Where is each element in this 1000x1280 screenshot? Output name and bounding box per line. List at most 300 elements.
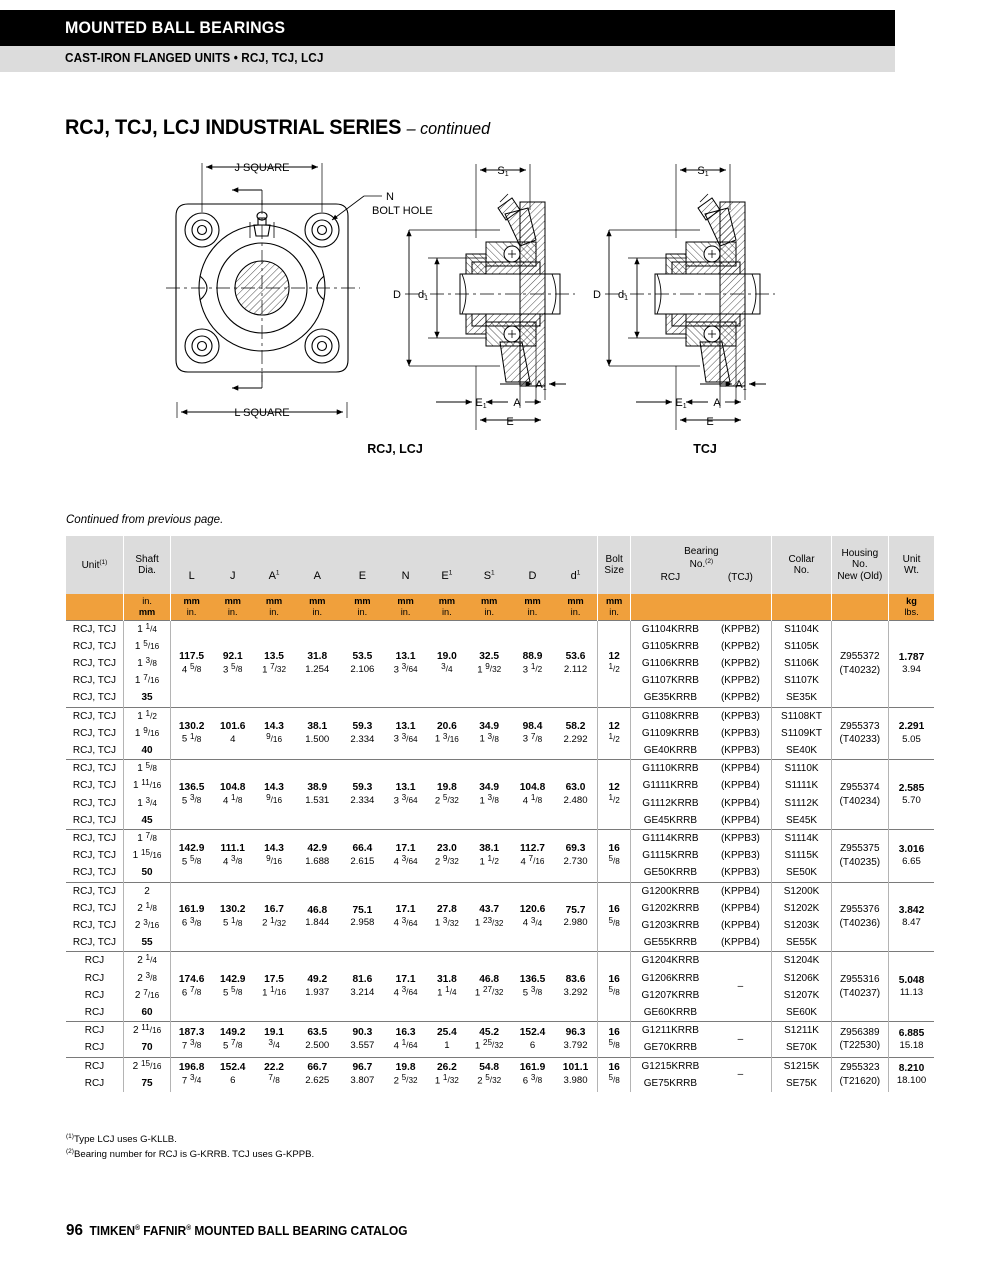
housing-new: Z955373 [840, 720, 880, 732]
housing-new: Z955374 [840, 782, 880, 794]
cell-bearing-rcj: G1211KRRB [631, 1022, 710, 1040]
cell-dim-S1: 43.7 1 $^{23}/_{32}$ [474, 904, 504, 929]
cell-dim-E: 90.3 3.557 [350, 1027, 375, 1051]
cell-dim-D: 112.7 4 $^7/_{16}$ [520, 843, 545, 868]
cell-unit: RCJ, TCJ [66, 812, 123, 830]
cell-collar-no: S1106K [772, 655, 831, 672]
cell-shaft-dia: 2 $^{11}/_{16}$ [123, 1022, 170, 1040]
cell-bearing-rcj: GE60KRRB [631, 1004, 710, 1022]
table-row [66, 707, 934, 725]
cell-unit-weight: 3.842 8.47 [889, 882, 935, 952]
th-dim-L: L [171, 536, 212, 594]
housing-old: (T40233) [839, 734, 881, 746]
cell-dim-d1: 96.3 3.792 [563, 1027, 588, 1051]
th-unit-wt: Unit Wt. [889, 536, 935, 594]
cell-collar-no: S1108KT [772, 707, 831, 725]
th-units-wt: kg lbs. [889, 594, 935, 620]
cell-unit: RCJ [66, 1022, 123, 1040]
cell-dim-N: 17.1 4 $^3/_{64}$ [393, 904, 418, 929]
cell-bearing-rcj: GE75KRRB [631, 1075, 710, 1092]
cell-bearing-rcj: GE35KRRB [631, 689, 710, 707]
cell-shaft-dia: 50 [123, 864, 170, 882]
cell-collar-no: S1110K [772, 760, 831, 778]
cell-collar-no: S1200K [772, 882, 831, 900]
table-head [66, 536, 934, 620]
cell-shaft-dia: 2 $^1/_4$ [123, 952, 170, 970]
cell-bearing-rcj: G1107KRRB [631, 672, 710, 689]
th-units-bearing [631, 594, 772, 620]
cell-dim-E: 75.1 2.958 [350, 904, 375, 929]
cell-dim-d1: 83.6 3.292 [563, 974, 588, 999]
cell-bearing-rcj: GE45KRRB [631, 812, 710, 830]
cell-shaft-dia: 1 $^5/_8$ [123, 760, 170, 778]
cell-dim-E: 66.4 2.615 [350, 843, 375, 868]
cell-unit-weight: 6.885 15.18 [889, 1022, 935, 1057]
cell-dim-E1: 19.8 2 $^5/_{32}$ [434, 781, 459, 807]
cell-dim-J: 142.9 5 $^5/_8$ [219, 974, 246, 999]
cell-dim-S1: 46.8 1 $^{27}/_{32}$ [474, 974, 504, 999]
cell-dim-S1: 45.2 1 $^{25}/_{32}$ [474, 1026, 504, 1051]
cell-dim-N: 19.8 2 $^5/_{32}$ [393, 1062, 418, 1087]
cell-bearing-tcj: (KPPB3) [720, 710, 760, 722]
cell-unit: RCJ, TCJ [66, 638, 123, 655]
cell-collar-no: S1206K [772, 970, 831, 987]
cell-bearing-rcj: G1106KRRB [631, 655, 710, 672]
cell-dim-E1: 27.8 1 $^3/_{32}$ [434, 904, 459, 929]
reg-mark-2: ® [186, 1224, 192, 1232]
cell-dim-A: 66.7 2.625 [305, 1062, 330, 1087]
housing-old: (T40235) [839, 856, 881, 868]
label-a1-right: A1 [735, 379, 747, 392]
cell-dim-A1: 22.2 $^7/_8$ [264, 1062, 284, 1086]
th-dim-E1: $E^1$ [426, 536, 467, 594]
cell-dim-J: 92.1 3 $^5/_8$ [222, 650, 243, 676]
header-sub-title: CAST-IRON FLANGED UNITS • RCJ, TCJ, LCJ [65, 51, 324, 65]
cell-bearing-tcj: (KPPB4) [720, 937, 760, 949]
th-units-S1: mm in. [468, 594, 511, 620]
table-row [66, 952, 934, 970]
cell-collar-no: S1112K [772, 795, 831, 812]
cell-dim-A1: 16.7 2 $^1/_{32}$ [262, 904, 287, 929]
label-a-right: A [713, 397, 721, 409]
cell-housing-no [831, 620, 888, 707]
cell-unit: RCJ [66, 952, 123, 970]
th-bolt-size: Bolt Size [597, 536, 630, 594]
cell-bearing-rcj: G1110KRRB [631, 760, 710, 778]
th-units-D: mm in. [511, 594, 554, 620]
table-row [66, 620, 934, 638]
cell-dim-J: 111.1 4 $^3/_8$ [220, 843, 245, 868]
cell-dim-L: 187.3 7 $^3/_8$ [171, 1022, 212, 1057]
cell-dim-d1: 75.7 2.980 [563, 904, 588, 929]
cell-unit-weight: 8.210 18.100 [889, 1057, 935, 1092]
cell-dim-E1: 25.4 1 [436, 1027, 457, 1051]
cell-dim-E1: 26.2 1 $^1/_{32}$ [434, 1062, 459, 1087]
rcj-lcj-section-view [405, 164, 575, 430]
tcj-section-view [605, 164, 775, 430]
label-a1-left: A1 [535, 379, 547, 392]
footer-brand-fafnir: FAFNIR [143, 1224, 187, 1238]
th-bearing-tcj: (TCJ) [727, 572, 753, 584]
cell-dim-S1: 32.5 1 $^9/_{32}$ [477, 650, 502, 676]
cell-dim-A: 46.8 1.844 [305, 904, 330, 929]
cell-unit: RCJ, TCJ [66, 689, 123, 707]
housing-new: Z955372 [840, 651, 880, 662]
th-dim-J: J [212, 536, 253, 594]
th-units-E1: mm in. [426, 594, 467, 620]
cell-bearing-tcj: (KPPB4) [720, 780, 760, 792]
cell-dim-A1: 14.3 $^9/_{16}$ [264, 720, 284, 744]
reg-mark-1: ® [135, 1224, 140, 1232]
cell-unit: RCJ, TCJ [66, 934, 123, 952]
table-row [66, 1022, 934, 1040]
cell-unit: RCJ, TCJ [66, 760, 123, 778]
label-e1-left: E1 [475, 397, 487, 410]
cell-bearing-tcj: – [737, 981, 744, 993]
cell-bearing-tcj: (KPPB2) [720, 623, 760, 635]
cell-unit: RCJ, TCJ [66, 864, 123, 882]
label-e-left: E [506, 416, 514, 428]
label-e1-right: E1 [675, 397, 687, 410]
footnotes [66, 1132, 314, 1162]
cell-unit: RCJ, TCJ [66, 725, 123, 742]
cell-bearing-rcj: G1204KRRB [631, 952, 710, 970]
th-units-N: mm in. [385, 594, 426, 620]
cell-dim-d1: 63.0 2.480 [563, 782, 588, 806]
cell-shaft-dia: 1 $^3/_4$ [123, 795, 170, 812]
cell-bearing-tcj: (KPPB4) [720, 763, 760, 775]
cell-collar-no: SE75K [772, 1075, 831, 1092]
cell-bearing-rcj: GE70KRRB [631, 1039, 710, 1057]
th-dim-d1: $d^1$ [554, 536, 597, 594]
specifications-table [66, 536, 934, 1092]
cell-bolt-size: 16 $^5/_8$ [597, 1057, 630, 1092]
cell-bearing-rcj: GE40KRRB [631, 742, 710, 760]
cell-bolt-size: 12 $^1/_2$ [597, 707, 630, 760]
th-units-bolt: mm in. [597, 594, 630, 620]
th-dim-E: E [340, 536, 385, 594]
cell-dim-N: 13.1 3 $^3/_{64}$ [393, 781, 418, 807]
cell-dim-D: 120.6 4 $^3/_4$ [519, 904, 546, 929]
th-units-L: mm in. [171, 594, 212, 620]
flange-front-view [166, 163, 382, 418]
cell-dim-S1: 54.8 2 $^5/_{32}$ [477, 1062, 502, 1087]
cell-dim-A1: 13.5 1 $^7/_{32}$ [262, 650, 287, 676]
label-a-left: A [513, 397, 521, 409]
cell-unit: RCJ, TCJ [66, 707, 123, 725]
cell-dim-D: 161.9 6 $^3/_8$ [519, 1062, 546, 1087]
table-row [66, 760, 934, 778]
cell-housing-no [831, 1057, 888, 1092]
cell-dim-D: 104.8 4 $^1/_8$ [519, 781, 546, 807]
cell-dim-E1: 19.0 $^3/_4$ [436, 650, 457, 675]
cell-housing-no [831, 882, 888, 952]
cell-bearing-rcj: G1111KRRB [631, 777, 710, 794]
cell-collar-no: SE60K [772, 1004, 831, 1022]
cell-bearing-tcj: (KPPB4) [720, 885, 760, 897]
cell-dim-D: 98.4 3 $^7/_8$ [522, 720, 543, 745]
cell-housing-no [831, 707, 888, 760]
housing-old: (T40237) [839, 987, 881, 999]
th-dim-N: N [385, 536, 426, 594]
cell-bearing-tcj: (KPPB3) [720, 727, 760, 739]
cell-dim-A: 42.9 1.688 [305, 843, 330, 868]
cell-dim-L: 142.9 5 $^5/_8$ [171, 829, 212, 882]
cell-dim-N: 13.1 3 $^3/_{64}$ [393, 720, 418, 745]
cell-unit-weight: 3.016 6.65 [889, 829, 935, 882]
housing-old: (T40232) [839, 664, 881, 676]
cell-unit: RCJ, TCJ [66, 620, 123, 638]
cell-bearing-rcj: GE50KRRB [631, 864, 710, 882]
cell-collar-no: S1211K [772, 1022, 831, 1040]
cell-dim-N: 16.3 4 $^1/_{64}$ [393, 1026, 418, 1051]
th-units-A: mm in. [295, 594, 340, 620]
th-dim-D: D [511, 536, 554, 594]
label-d-right: D [593, 289, 601, 301]
cell-shaft-dia: 1 $^{11}/_{16}$ [123, 777, 170, 794]
cell-housing-no [831, 829, 888, 882]
cell-dim-E: 53.5 2.106 [350, 651, 375, 675]
cell-dim-S1: 34.9 1 $^3/_8$ [479, 720, 500, 745]
cell-dim-A1: 14.3 $^9/_{16}$ [264, 843, 284, 867]
cell-bearing-rcj: GE55KRRB [631, 934, 710, 952]
cell-unit-weight: 5.048 11.13 [889, 952, 935, 1022]
header-main-title: MOUNTED BALL BEARINGS [65, 18, 286, 37]
cell-unit: RCJ [66, 1004, 123, 1022]
cell-bolt-size: 12 $^1/_2$ [597, 620, 630, 707]
cell-collar-no: S1114K [772, 829, 831, 847]
cell-collar-no: S1115K [772, 847, 831, 864]
cell-dim-A1: 17.5 1 $^1/_{16}$ [262, 974, 287, 999]
cell-shaft-dia: 55 [123, 934, 170, 952]
cell-unit: RCJ, TCJ [66, 672, 123, 689]
figure-caption-rcj-lcj: RCJ, LCJ [367, 442, 423, 456]
cell-dim-D: 136.5 5 $^3/_8$ [519, 974, 546, 999]
cell-bolt-size: 16 $^5/_8$ [597, 952, 630, 1022]
housing-new: Z955376 [840, 904, 880, 916]
cell-housing-no [831, 760, 888, 830]
cell-dim-A: 63.5 2.500 [305, 1027, 330, 1051]
cell-bearing-rcj: G1206KRRB [631, 970, 710, 987]
cell-bearing-tcj: (KPPB3) [720, 867, 760, 879]
cell-unit: RCJ [66, 1075, 123, 1092]
cell-dim-d1: 53.6 2.112 [563, 651, 588, 675]
housing-new: Z955375 [840, 843, 880, 855]
cell-bearing-rcj: G1215KRRB [631, 1057, 710, 1075]
cell-bolt-size: 16 $^5/_8$ [597, 882, 630, 952]
cell-dim-J: 130.2 5 $^1/_8$ [219, 904, 246, 929]
page-title-text: RCJ, TCJ, LCJ INDUSTRIAL SERIES [65, 116, 402, 139]
th-dim-A: A [295, 536, 340, 594]
th-units-shaft: in. mm [123, 594, 170, 620]
housing-new: Z955316 [840, 974, 880, 986]
cell-bearing-rcj: G1202KRRB [631, 900, 710, 917]
cell-shaft-dia: 1 $^{15}/_{16}$ [123, 847, 170, 864]
cell-shaft-dia: 1 $^7/_{16}$ [123, 672, 170, 689]
cell-dim-N: 17.1 4 $^3/_{64}$ [393, 974, 418, 999]
header-black-bar [0, 10, 895, 46]
cell-unit: RCJ [66, 1057, 123, 1075]
cell-bearing-tcj: (KPPB4) [720, 902, 760, 914]
label-e-right: E [706, 416, 714, 428]
cell-unit: RCJ, TCJ [66, 882, 123, 900]
cell-unit: RCJ, TCJ [66, 847, 123, 864]
th-dim-A1: $A^1$ [253, 536, 294, 594]
cell-bearing-tcj: (KPPB4) [720, 814, 760, 826]
th-bearing-no: Bearing No.$^{(2)}$ RCJ (TCJ) [631, 536, 772, 594]
cell-dim-E: 59.3 2.334 [350, 782, 375, 806]
table-header-row-labels [66, 536, 934, 594]
cell-shaft-dia: 1 $^1/_4$ [123, 620, 170, 638]
cell-collar-no: S1203K [772, 917, 831, 934]
cell-dim-D: 152.4 6 [519, 1027, 546, 1051]
label-d-left: D [393, 289, 401, 301]
cell-dim-d1: 69.3 2.730 [563, 843, 588, 868]
cell-bolt-size: 12 $^1/_2$ [597, 760, 630, 830]
footer-rest: MOUNTED BALL BEARING CATALOG [191, 1224, 408, 1238]
cell-dim-L: 196.8 7 $^3/_4$ [171, 1057, 212, 1092]
cell-dim-D: 88.9 3 $^1/_2$ [522, 650, 543, 676]
cell-dim-L: 136.5 5 $^3/_8$ [171, 760, 212, 830]
label-n: N [386, 191, 394, 203]
cell-dim-J: 149.2 5 $^7/_8$ [219, 1026, 246, 1051]
th-collar-no: Collar No. [772, 536, 831, 594]
footnote-2-text: Bearing number for RCJ is G-KRRB. TCJ uses G-KPPB. [73, 1149, 315, 1161]
header-gray-bar [0, 46, 895, 72]
cell-housing-no [831, 1022, 888, 1057]
page-title-continued: – continued [406, 119, 491, 138]
page-footer [66, 1222, 407, 1240]
cell-collar-no: SE40K [772, 742, 831, 760]
cell-shaft-dia: 2 [123, 882, 170, 900]
cell-bearing-rcj: G1115KRRB [631, 847, 710, 864]
housing-old: (T40234) [839, 795, 881, 807]
label-bolt-hole: BOLT HOLE [372, 205, 433, 217]
cell-bearing-rcj: G1114KRRB [631, 829, 710, 847]
cell-bearing-tcj: (KPPB2) [720, 657, 760, 669]
cell-collar-no: SE70K [772, 1039, 831, 1057]
th-units-d1: mm in. [554, 594, 597, 620]
cell-dim-A: 38.1 1.500 [305, 720, 330, 745]
cell-bearing-tcj: – [737, 1069, 744, 1081]
cell-unit: RCJ [66, 1039, 123, 1057]
cell-dim-J: 101.6 4 [219, 720, 246, 745]
cell-dim-S1: 34.9 1 $^3/_8$ [479, 781, 500, 807]
footer-brand-timken: TIMKEN [89, 1224, 136, 1238]
cell-dim-N: 17.1 4 $^3/_{64}$ [393, 843, 418, 868]
cell-dim-L: 161.9 6 $^3/_8$ [171, 882, 212, 952]
cell-dim-A1: 14.3 $^9/_{16}$ [264, 781, 284, 806]
footnote-2 [66, 1147, 314, 1162]
cell-bearing-tcj: (KPPB3) [720, 850, 760, 862]
cell-shaft-dia: 75 [123, 1075, 170, 1092]
cell-shaft-dia: 70 [123, 1039, 170, 1057]
table-row [66, 1057, 934, 1075]
cell-bearing-tcj: (KPPB4) [720, 919, 760, 931]
cell-dim-E: 96.7 3.807 [350, 1062, 375, 1087]
cell-collar-no: S1104K [772, 620, 831, 638]
cell-unit: RCJ, TCJ [66, 795, 123, 812]
cell-shaft-dia: 2 $^7/_{16}$ [123, 987, 170, 1004]
cell-shaft-dia: 2 $^1/_8$ [123, 900, 170, 917]
th-units-J: mm in. [212, 594, 253, 620]
cell-bearing-rcj: G1109KRRB [631, 725, 710, 742]
cell-dim-A: 49.2 1.937 [305, 974, 330, 999]
cell-dim-A: 38.9 1.531 [305, 782, 330, 806]
housing-old: (T22530) [839, 1040, 881, 1052]
footnote-1-marker: (1) [66, 1133, 74, 1140]
th-units-E: mm in. [340, 594, 385, 620]
cell-collar-no: SE50K [772, 864, 831, 882]
cell-shaft-dia: 40 [123, 742, 170, 760]
footnote-1-text: Type LCJ uses G-KLLB. [73, 1134, 177, 1146]
cell-unit-weight: 2.291 5.05 [889, 707, 935, 760]
cell-dim-L: 117.5 4 $^5/_8$ [171, 620, 212, 707]
cell-bearing-rcj: G1104KRRB [631, 620, 710, 638]
technical-drawings [0, 150, 1000, 450]
th-unit: Unit$^{(1)}$ [66, 536, 123, 594]
cell-unit: RCJ [66, 987, 123, 1004]
cell-dim-J: 152.4 6 [219, 1062, 246, 1087]
cell-bearing-tcj: (KPPB2) [720, 692, 760, 704]
cell-unit: RCJ, TCJ [66, 829, 123, 847]
cell-dim-d1: 101.1 3.980 [562, 1062, 589, 1087]
cell-dim-J: 104.8 4 $^1/_8$ [219, 781, 246, 807]
figure-caption-tcj: TCJ [693, 442, 717, 456]
label-l-square: L SQUARE [234, 407, 290, 419]
cell-dim-d1: 58.2 2.292 [563, 720, 588, 745]
cell-collar-no: S1202K [772, 900, 831, 917]
cell-unit: RCJ, TCJ [66, 917, 123, 934]
cell-shaft-dia: 1 $^3/_8$ [123, 655, 170, 672]
cell-collar-no: S1111K [772, 777, 831, 794]
table-header-row-units [66, 594, 934, 620]
cell-unit: RCJ, TCJ [66, 900, 123, 917]
page-number: 96 [66, 1222, 83, 1239]
cell-dim-S1: 38.1 1 $^1/_2$ [479, 843, 500, 868]
cell-bearing-rcj: G1112KRRB [631, 795, 710, 812]
cell-dim-A1: 19.1 $^3/_4$ [264, 1026, 284, 1050]
cell-shaft-dia: 2 $^3/_{16}$ [123, 917, 170, 934]
cell-unit: RCJ, TCJ [66, 742, 123, 760]
label-s1-left: S1 [497, 165, 509, 178]
cell-dim-L: 130.2 5 $^1/_8$ [171, 707, 212, 760]
cell-bearing-rcj: G1200KRRB [631, 882, 710, 900]
cell-collar-no: S1215K [772, 1057, 831, 1075]
th-units-A1: mm in. [253, 594, 294, 620]
housing-new: Z955323 [840, 1062, 880, 1074]
housing-new: Z956389 [840, 1026, 880, 1038]
cell-dim-N: 13.1 3 $^3/_{64}$ [393, 650, 418, 676]
cell-bearing-rcj: G1108KRRB [631, 707, 710, 725]
table-row [66, 882, 934, 900]
cell-bearing-rcj: G1105KRRB [631, 638, 710, 655]
page-title [65, 116, 490, 140]
cell-bearing-rcj: G1207KRRB [631, 987, 710, 1004]
cell-dim-A: 31.8 1.254 [305, 651, 330, 675]
cell-shaft-dia: 60 [123, 1004, 170, 1022]
cell-dim-E: 59.3 2.334 [350, 720, 375, 745]
cell-shaft-dia: 1 $^7/_8$ [123, 829, 170, 847]
cell-collar-no: SE45K [772, 812, 831, 830]
th-units-collar [772, 594, 831, 620]
label-j-square: J SQUARE [234, 162, 290, 174]
housing-old: (T40236) [839, 917, 881, 929]
cell-collar-no: S1105K [772, 638, 831, 655]
cell-unit: RCJ, TCJ [66, 655, 123, 672]
cell-collar-no: S1107K [772, 672, 831, 689]
cell-dim-E1: 31.8 1 $^1/_4$ [436, 974, 457, 999]
